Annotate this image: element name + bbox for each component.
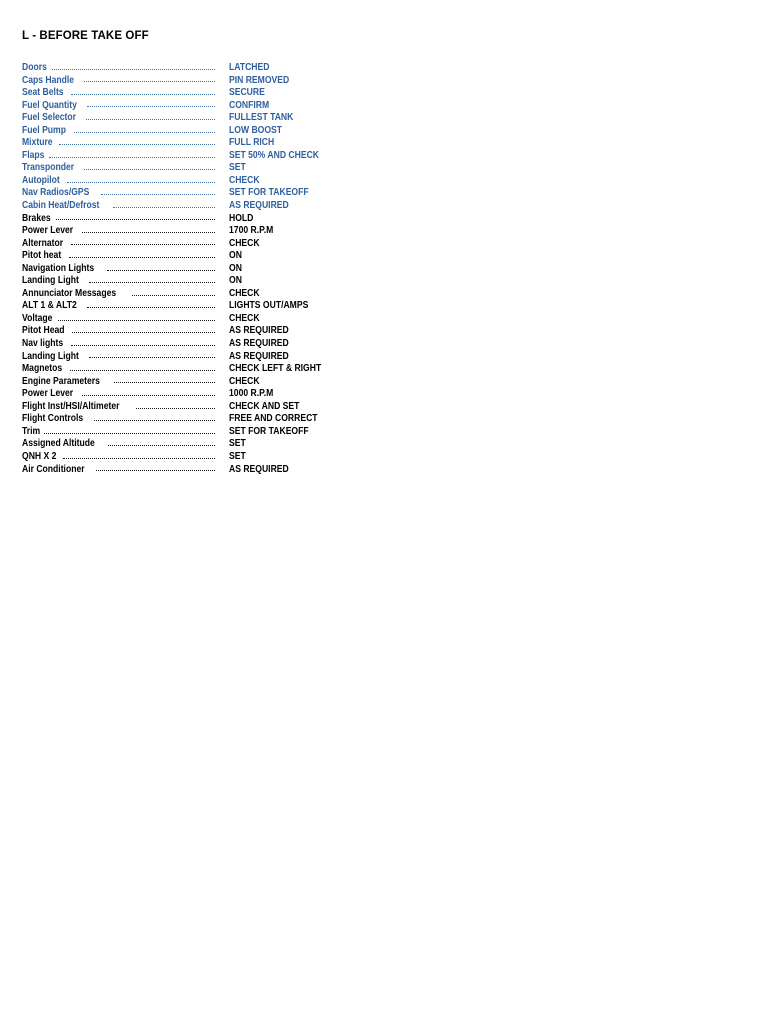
checklist-row (22, 438, 352, 451)
leader-dots (72, 332, 215, 333)
checklist-row (22, 351, 352, 364)
checklist-action-label: CHECK (229, 375, 260, 387)
checklist-item-label: Flight Inst/HSI/Altimeter (22, 400, 120, 412)
checklist-item-cell (22, 376, 215, 389)
checklist-action-label: FULLEST TANK (229, 112, 294, 124)
checklist-action-label: SET (229, 162, 246, 174)
checklist-item-cell (22, 401, 215, 414)
checklist-row (22, 275, 352, 288)
checklist-item-cell (22, 325, 215, 338)
checklist-item-label: Flaps (22, 149, 45, 161)
checklist-item-label: Air Conditioner (22, 463, 85, 475)
checklist-item-label: Fuel Quantity (22, 99, 77, 111)
leader-dots (87, 106, 215, 107)
leader-dots (132, 295, 215, 296)
checklist-item-label: Flight Controls (22, 413, 84, 425)
checklist-item-cell (22, 451, 215, 464)
checklist-item-cell (22, 288, 215, 301)
checklist-action-label: 1700 R.P.M (229, 225, 274, 237)
checklist-row (22, 238, 352, 251)
checklist-action-label: 1000 R.P.M (229, 388, 274, 400)
checklist-row (22, 87, 352, 100)
checklist-row (22, 150, 352, 163)
leader-dots (70, 370, 215, 371)
leader-dots (63, 458, 215, 459)
checklist-action-label: SET 50% AND CHECK (229, 149, 320, 161)
checklist-row (22, 313, 352, 326)
checklist-item-cell (22, 426, 215, 439)
leader-dots (67, 182, 215, 183)
checklist-item-label: Engine Parameters (22, 375, 100, 387)
leader-dots (44, 433, 215, 434)
checklist-item-label: Pitot heat (22, 250, 62, 262)
checklist-item-label: Navigation Lights (22, 262, 95, 274)
checklist-row (22, 175, 352, 188)
checklist-item-cell (22, 100, 215, 113)
checklist-action-label: SET (229, 450, 246, 462)
checklist-item-cell (22, 275, 215, 288)
checklist-action-label: SET FOR TAKEOFF (229, 425, 309, 437)
checklist-item-cell (22, 351, 215, 364)
checklist-item-label: Autopilot (22, 174, 60, 186)
leader-dots (84, 81, 215, 82)
checklist-row (22, 112, 352, 125)
checklist-item-label: Power Lever (22, 388, 74, 400)
checklist-row (22, 413, 352, 426)
checklist-action-label: ON (229, 250, 242, 262)
checklist-item-cell (22, 112, 215, 125)
leader-dots (108, 445, 215, 446)
leader-dots (114, 382, 215, 383)
page-title: L - BEFORE TAKE OFF (22, 30, 149, 42)
checklist-item-label: Doors (22, 62, 47, 73)
checklist-item-label: QNH X 2 (22, 450, 57, 462)
checklist-item-label: Transponder (22, 162, 75, 174)
checklist (22, 62, 352, 476)
checklist-row (22, 325, 352, 338)
leader-dots (113, 207, 215, 208)
checklist-action-label: AS REQUIRED (229, 463, 289, 475)
leader-dots (101, 194, 215, 195)
checklist-row (22, 62, 352, 75)
checklist-row (22, 225, 352, 238)
checklist-row (22, 187, 352, 200)
checklist-action-label: CHECK AND SET (229, 400, 300, 412)
checklist-row (22, 426, 352, 439)
checklist-item-cell (22, 238, 215, 251)
checklist-item-label: Magnetos (22, 363, 63, 375)
checklist-item-cell (22, 87, 215, 100)
checklist-item-label: Seat Belts (22, 87, 64, 99)
checklist-action-label: CHECK (229, 287, 260, 299)
checklist-item-label: ALT 1 & ALT2 (22, 300, 77, 312)
checklist-row (22, 363, 352, 376)
checklist-action-label: CHECK LEFT & RIGHT (229, 363, 322, 375)
checklist-action-label: LOW BOOST (229, 124, 283, 136)
checklist-item-cell (22, 388, 215, 401)
leader-dots (136, 408, 215, 409)
checklist-action-label: ON (229, 262, 242, 274)
checklist-item-label: Power Lever (22, 225, 74, 237)
checklist-row (22, 388, 352, 401)
leader-dots (89, 357, 215, 358)
checklist-item-cell (22, 187, 215, 200)
checklist-row (22, 100, 352, 113)
checklist-item-label: Nav lights (22, 338, 64, 350)
leader-dots (96, 470, 215, 471)
leader-dots (82, 232, 215, 233)
checklist-item-label: Trim (22, 425, 41, 437)
checklist-row (22, 250, 352, 263)
checklist-action-label: FREE AND CORRECT (229, 413, 318, 425)
leader-dots (89, 282, 215, 283)
checklist-item-label: Fuel Pump (22, 124, 66, 136)
checklist-item-cell (22, 250, 215, 263)
checklist-row (22, 162, 352, 175)
leader-dots (87, 307, 215, 308)
checklist-item-cell (22, 62, 215, 75)
checklist-item-label: Assigned Altitude (22, 438, 95, 450)
leader-dots (82, 395, 215, 396)
checklist-item-cell (22, 75, 215, 88)
checklist-action-label: ON (229, 275, 242, 287)
checklist-item-label: Landing Light (22, 350, 79, 362)
leader-dots (52, 69, 215, 70)
checklist-row (22, 300, 352, 313)
checklist-action-label: HOLD (229, 212, 254, 224)
checklist-item-label: Caps Handle (22, 74, 75, 86)
leader-dots (56, 219, 215, 220)
checklist-row (22, 137, 352, 150)
checklist-item-cell (22, 438, 215, 451)
leader-dots (86, 119, 215, 120)
leader-dots (49, 157, 215, 158)
checklist-action-label: CHECK (229, 174, 260, 186)
checklist-row (22, 263, 352, 276)
checklist-item-cell (22, 263, 215, 276)
checklist-action-label: SET (229, 438, 246, 450)
checklist-row (22, 288, 352, 301)
checklist-row (22, 401, 352, 414)
checklist-action-label: AS REQUIRED (229, 350, 289, 362)
checklist-row (22, 451, 352, 464)
checklist-action-label: PIN REMOVED (229, 74, 290, 86)
checklist-item-cell (22, 213, 215, 226)
checklist-item-cell (22, 162, 215, 175)
checklist-item-cell (22, 125, 215, 138)
checklist-item-cell (22, 363, 215, 376)
checklist-action-label: FULL RICH (229, 137, 275, 149)
checklist-item-label: Fuel Selector (22, 112, 77, 124)
checklist-item-cell (22, 137, 215, 150)
checklist-row (22, 213, 352, 226)
checklist-action-label: AS REQUIRED (229, 200, 289, 212)
checklist-action-label: CONFIRM (229, 99, 270, 111)
checklist-item-label: Cabin Heat/Defrost (22, 200, 100, 212)
leader-dots (84, 169, 215, 170)
checklist-row (22, 75, 352, 88)
checklist-item-cell (22, 175, 215, 188)
checklist-action-label: SECURE (229, 87, 265, 99)
checklist-item-label: Alternator (22, 237, 64, 249)
checklist-row (22, 200, 352, 213)
leader-dots (69, 257, 215, 258)
leader-dots (71, 244, 215, 245)
checklist-item-cell (22, 300, 215, 313)
leader-dots (59, 144, 215, 145)
checklist-action-label: CHECK (229, 312, 260, 324)
checklist-action-label: LIGHTS OUT/AMPS (229, 300, 309, 312)
checklist-row (22, 376, 352, 389)
checklist-item-cell (22, 313, 215, 326)
checklist-item-label: Brakes (22, 212, 51, 224)
leader-dots (74, 132, 215, 133)
checklist-row (22, 464, 352, 477)
checklist-item-cell (22, 200, 215, 213)
checklist-item-cell (22, 464, 215, 477)
checklist-row (22, 125, 352, 138)
checklist-item-label: Voltage (22, 312, 53, 324)
checklist-action-label: LATCHED (229, 62, 270, 73)
leader-dots (107, 270, 215, 271)
checklist-action-label: SET FOR TAKEOFF (229, 187, 309, 199)
leader-dots (71, 345, 215, 346)
leader-dots (71, 94, 215, 95)
checklist-item-cell (22, 338, 215, 351)
checklist-item-label: Mixture (22, 137, 53, 149)
checklist-action-label: AS REQUIRED (229, 338, 289, 350)
checklist-item-label: Pitot Head (22, 325, 65, 337)
checklist-action-label: AS REQUIRED (229, 325, 289, 337)
leader-dots (58, 320, 215, 321)
checklist-item-cell (22, 225, 215, 238)
checklist-item-cell (22, 150, 215, 163)
checklist-item-label: Annunciator Messages (22, 287, 117, 299)
checklist-action-label: CHECK (229, 237, 260, 249)
leader-dots (94, 420, 215, 421)
checklist-row (22, 338, 352, 351)
checklist-item-cell (22, 413, 215, 426)
checklist-item-label: Landing Light (22, 275, 79, 287)
checklist-item-label: Nav Radios/GPS (22, 187, 90, 199)
